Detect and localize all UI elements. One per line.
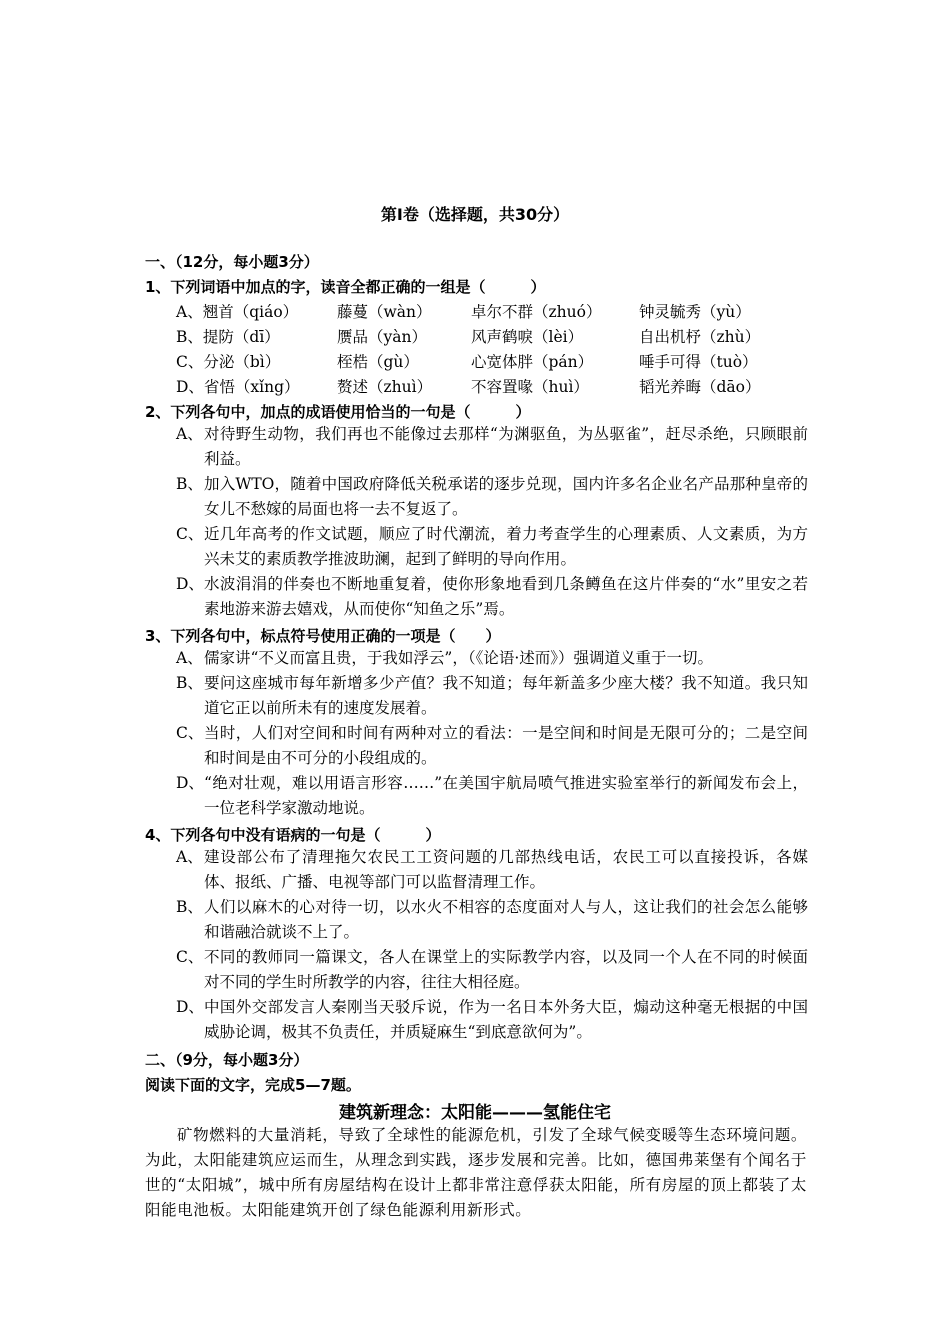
q1-d-2: 赘述（zhuì） <box>337 378 433 396</box>
q3-option-c <box>176 721 808 771</box>
q3-option-d <box>176 771 808 821</box>
q4-option-c <box>176 945 808 995</box>
q1-a-3: 卓尔不群（zhuó） <box>471 303 602 321</box>
option-label: B、 <box>176 898 203 916</box>
q1-b-2: 赝品（yàn） <box>337 328 427 346</box>
option-label: B、 <box>176 674 203 692</box>
option-label: A、 <box>176 425 203 443</box>
section-title: 第Ⅰ卷（选择题，共30分） <box>380 205 570 224</box>
option-text: 人们以麻木的心对待一切，以水火不相容的态度面对人与人，这让我们的社会怎么能够和谐融洽就谈不上了。 <box>204 898 808 941</box>
q3-option-b <box>176 671 808 721</box>
q4-option-d <box>176 995 808 1045</box>
q1-b-3: 风声鹤唳（lèi） <box>471 328 584 346</box>
option-label: A、 <box>176 649 203 667</box>
article-title: 建筑新理念：太阳能———氢能住宅 <box>339 1103 611 1123</box>
q1-c-4: 唾手可得（tuò） <box>639 353 758 371</box>
q2-option-c <box>176 522 808 572</box>
q1-stem: 1、下列词语中加点的字，读音全都正确的一组是（ ） <box>145 278 546 296</box>
q1-d-4: 韬光养晦（dāo） <box>639 378 761 396</box>
option-text: 要问这座城市每年新增多少产值？我不知道；每年新盖多少座大楼？我不知道。我只知道它正以前所未有的速度发展着。 <box>204 674 808 717</box>
option-text: 不同的教师同一篇课文，各人在课堂上的实际教学内容，以及同一个人在不同的时候面对不同的学生时所教学的内容，往往大相径庭。 <box>204 948 808 991</box>
q4-option-a <box>176 845 808 895</box>
option-text: 水波涓涓的伴奏也不断地重复着，使你形象地看到几条鳟鱼在这片伴奏的“水”里安之若素地游来游去嬉戏，从而使你“知鱼之乐”焉。 <box>204 575 808 618</box>
q1-d-3: 不容置喙（huì） <box>471 378 589 396</box>
q1-c-1: C、分泌（bì） <box>176 353 281 371</box>
part1-header: 一、（12分，每小题3分） <box>145 253 319 271</box>
part2-header: 二、（9分，每小题3分） <box>145 1051 309 1069</box>
q2-option-a <box>176 422 808 472</box>
option-text: “绝对壮观，难以用语言形容……”在美国宇航局喷气推进实验室举行的新闻发布会上，一位老科学家激动地说。 <box>204 774 808 817</box>
q1-c-3: 心宽体胖（pán） <box>471 353 594 371</box>
q1-row-d <box>176 375 816 397</box>
option-text: 加入WTO，随着中国政府降低关税承诺的逐步兑现，国内许多名企业名产品那种皇帝的女儿不愁嫁的局面也将一去不复返了。 <box>204 475 808 518</box>
q1-c-2: 桎梏（gù） <box>337 353 419 371</box>
option-text: 建设部公布了清理拖欠农民工工资问题的几部热线电话，农民工可以直接投诉，各媒体、报纸、广播、电视等部门可以监督清理工作。 <box>204 848 808 891</box>
q2-option-b <box>176 472 808 522</box>
article-body: 矿物燃料的大量消耗，导致了全球性的能源危机，引发了全球气候变暖等生态环境问题。为此，太阳能建筑应运而生，从理念到实践，逐步发展和完善。比如，德国弗莱堡有个闻名于世的“太阳城”，城中所有房屋结构在设计上都非常注意俘获太阳能，所有房屋的顶上都装了太阳能电池板。太阳能建筑开创了绿色能源利用新形式。 <box>145 1126 807 1219</box>
option-label: D、 <box>176 774 204 792</box>
option-text: 当时，人们对空间和时间有两种对立的看法：一是空间和时间是无限可分的；二是空间和时间是由不可分的小段组成的。 <box>204 724 808 767</box>
option-text: 近几年高考的作文试题，顺应了时代潮流，着力考查学生的心理素质、人文素质，为方兴未艾的素质教学推波助澜，起到了鲜明的导向作用。 <box>204 525 808 568</box>
q2-stem: 2、下列各句中，加点的成语使用恰当的一句是（ ） <box>145 403 531 421</box>
q1-b-1: B、提防（dī） <box>176 328 280 346</box>
q3-stem: 3、下列各句中，标点符号使用正确的一项是（ ） <box>145 627 501 645</box>
option-label: A、 <box>176 848 203 866</box>
option-label: D、 <box>176 575 204 593</box>
part2-instruction: 阅读下面的文字，完成5—7题。 <box>145 1076 361 1094</box>
q1-a-1: A、翘首（qiáo） <box>176 303 299 321</box>
q4-option-b <box>176 895 808 945</box>
option-label: D、 <box>176 998 204 1016</box>
q1-row-c <box>176 350 816 372</box>
q3-option-a <box>176 646 808 671</box>
q2-option-d <box>176 572 808 622</box>
option-label: B、 <box>176 475 203 493</box>
option-text: 对待野生动物，我们再也不能像过去那样“为渊驱鱼，为丛驱雀”，赶尽杀绝，只顾眼前利益。 <box>204 425 808 468</box>
option-label: C、 <box>176 948 204 966</box>
q1-a-4: 钟灵毓秀（yù） <box>639 303 751 321</box>
q4-stem: 4、下列各句中没有语病的一句是（ ） <box>145 826 441 844</box>
option-text: 儒家讲“不义而富且贵，于我如浮云”，（《论语·述而》）强调道义重于一切。 <box>204 649 714 667</box>
q1-row-a <box>176 300 816 322</box>
option-text: 中国外交部发言人秦刚当天驳斥说，作为一名日本外务大臣，煽动这种毫无根据的中国威胁论调，极其不负责任，并质疑麻生“到底意欲何为”。 <box>204 998 808 1041</box>
option-label: C、 <box>176 525 204 543</box>
option-label: C、 <box>176 724 204 742</box>
q1-a-2: 藤蔓（wàn） <box>337 303 432 321</box>
q1-row-b <box>176 325 816 347</box>
q1-d-1: D、省悟（xǐng） <box>176 378 300 396</box>
q1-b-4: 自出机杼（zhù） <box>639 328 761 346</box>
